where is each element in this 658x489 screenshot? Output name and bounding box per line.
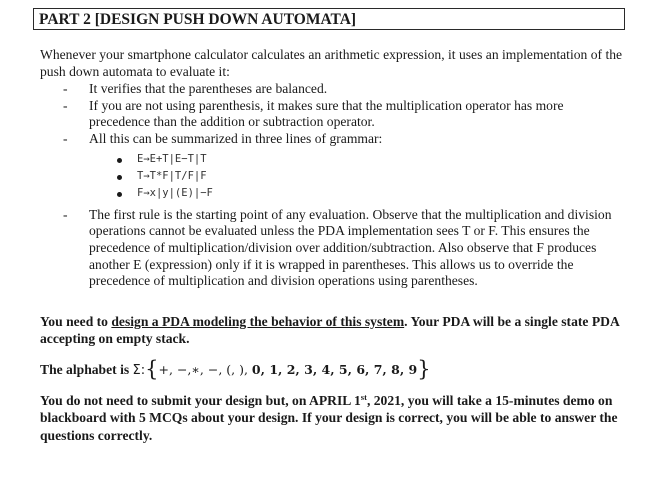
intro-paragraph: Whenever your smartphone calculator calculates an arithmetic expression, it uses an implementation of the push down automata to evaluate it: [40, 47, 623, 79]
need-prefix: You need to [40, 313, 112, 329]
close-brace: } [417, 356, 431, 381]
sigma-symbol: Σ [132, 362, 141, 378]
alphabet-colon: : [140, 362, 146, 378]
dash-mark: - [63, 130, 68, 146]
need-suffix: . Your PDA will be a single state PDA accepting on empty stack. [40, 313, 620, 347]
dash-mark: - [63, 81, 68, 97]
submission-paragraph [40, 392, 625, 444]
open-brace: { [145, 356, 159, 381]
grammar-rule-t [89, 168, 615, 185]
dash-item-precedence [40, 98, 625, 131]
dash-item-balanced [40, 81, 625, 98]
alphabet-digits: 0, 1, 2, 3, 4, 5, 6, 7, 8, 9 [251, 361, 418, 377]
dash-item-explanation [40, 207, 625, 290]
bullet-dot-icon [117, 192, 122, 197]
design-requirement-paragraph [40, 313, 625, 348]
grammar-rule-text: F→x|y|(E)|−F [137, 187, 213, 200]
grammar-rule-text: E→E+T|E−T|T [137, 152, 207, 165]
bullet-dot-icon [117, 158, 122, 163]
alphabet-label: The alphabet is [40, 361, 133, 377]
document-body [40, 47, 625, 444]
dash-item-grammar [40, 131, 625, 203]
alphabet-symbols: +, −,∗, −, (, ), [158, 361, 252, 377]
dash-mark: - [63, 97, 68, 113]
dash-item-text: It verifies that the parentheses are balanced. [89, 81, 328, 97]
date-ordinal: st [360, 391, 367, 402]
alphabet-paragraph [40, 356, 625, 381]
dash-item-text: If you are not using parenthesis, it makes sure that the multiplication operator has more precedence than the addition or subtraction operator. [89, 97, 564, 130]
submit-after: , 2021, you will take a 15-minutes demo on blackboard with 5 MCQs about your design. If your design is correct, you will be able to answer the questions correctly. [40, 392, 618, 443]
section-title: PART 2 [DESIGN PUSH DOWN AUTOMATA] [33, 8, 625, 30]
grammar-rule-text: T→T*F|T/F|F [137, 169, 207, 182]
dash-item-text: All this can be summarized in three lines of grammar: [89, 130, 383, 146]
dash-list [40, 81, 625, 290]
bullet-dot-icon [117, 175, 122, 180]
grammar-rule-e [89, 151, 615, 168]
submit-before: You do not need to submit your design but, on APRIL 1 [40, 392, 361, 408]
grammar-list [89, 151, 615, 203]
dash-mark: - [63, 206, 68, 222]
grammar-rule-f [89, 185, 615, 202]
need-underlined-text: design a PDA modeling the behavior of this system [111, 313, 405, 329]
dash-item-text: The first rule is the starting point of any evaluation. Observe that the multiplication and division operations cannot be evaluated unless the PDA implementation sees T or F. This ensures the precedence of multiplication/division over addition/subtraction. Also observe that F produces another E (expression) only if it is wrapped in parentheses. This allows us to override the precedence of multiplication and division operations using parentheses. [89, 206, 612, 289]
